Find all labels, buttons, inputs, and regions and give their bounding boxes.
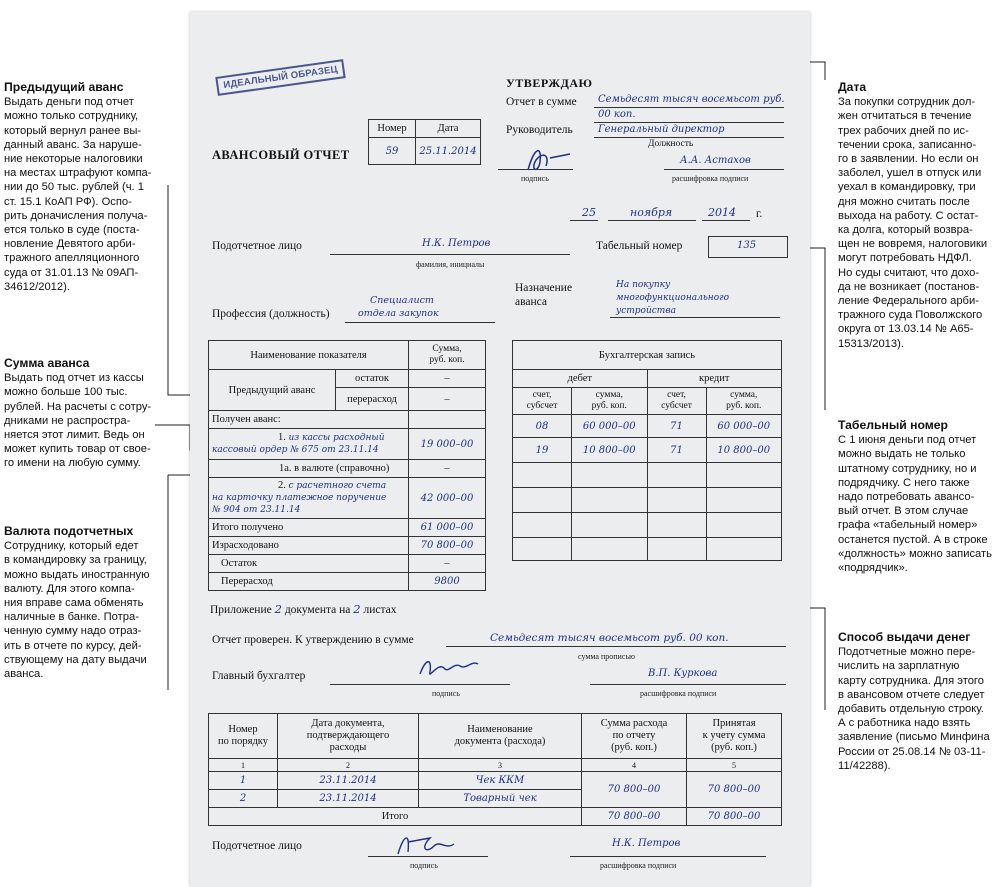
row-1-sum: 19 000–00 bbox=[409, 429, 486, 460]
report-sum-label: Отчет в сумме bbox=[506, 96, 577, 108]
position-caption: Должность bbox=[648, 139, 694, 149]
col-index: 1 bbox=[209, 759, 278, 772]
note-line: За покупки сотрудник дол- bbox=[838, 96, 976, 109]
checked-value: Семьдесят тысяч восемьсот руб. 00 коп. bbox=[490, 632, 729, 644]
note-line: новление Девятого арби- bbox=[4, 238, 136, 251]
note-line: рублей. На расчеты с сотру- bbox=[4, 400, 152, 413]
table-row bbox=[209, 772, 782, 790]
attach-count-docs: 2 bbox=[274, 602, 282, 616]
note-line: ется только в суде (поста- bbox=[4, 224, 140, 237]
note-title: Валюта подотчетных bbox=[4, 524, 134, 538]
acc-1: счет, bbox=[532, 390, 552, 400]
overspend-value: – bbox=[409, 388, 486, 411]
note-line: дниками не распростра- bbox=[4, 414, 131, 427]
head-name: А.А. Астахов bbox=[680, 155, 751, 166]
col-doc-date bbox=[278, 714, 419, 759]
credit-sum-header bbox=[706, 388, 782, 415]
h2-3: расходы bbox=[329, 742, 367, 753]
note-line: рить доначисления получа- bbox=[4, 209, 148, 222]
note-advance-sum bbox=[4, 356, 166, 471]
head-position: Генеральный директор bbox=[598, 124, 725, 135]
row-2-line-3: № 904 от 23.11.14 bbox=[212, 505, 301, 515]
col-header-sum bbox=[409, 341, 486, 370]
note-line: Выдать под отчет из кассы bbox=[4, 372, 144, 385]
note-line: ствующему на дату выдачи bbox=[4, 653, 147, 666]
note-line: «должность» можно записать bbox=[838, 547, 992, 560]
remain-value: – bbox=[409, 555, 486, 573]
debit-sum-header bbox=[572, 388, 648, 415]
remain-label: Остаток bbox=[209, 555, 409, 573]
total-expense-sum: 70 800–00 bbox=[582, 808, 687, 826]
note-line: 11/42288). bbox=[838, 759, 891, 772]
note-line: течении срока, записанно- bbox=[838, 138, 977, 151]
row-2-line-2: на карточку платежное поручение bbox=[212, 493, 387, 503]
h4-1: Сумма расхода bbox=[600, 718, 668, 729]
note-line: в авансовом отчете следует bbox=[838, 688, 985, 701]
expense-documents-table bbox=[208, 713, 782, 826]
col-header-sum-2: руб. коп. bbox=[429, 355, 465, 365]
purpose-label-1: Назначение bbox=[515, 282, 573, 294]
note-line: Но суды считают, что дохо- bbox=[838, 266, 980, 279]
prev-advance-label: Предыдущий аванс bbox=[209, 370, 336, 411]
note-tab-number bbox=[838, 418, 998, 575]
table-row bbox=[513, 415, 782, 438]
table-row bbox=[513, 463, 782, 488]
row-number: 2. bbox=[278, 480, 286, 491]
report-date: 25.11.2014 bbox=[416, 138, 481, 165]
note-line: можно только сотруднику, bbox=[4, 110, 139, 123]
acc-1: счет, bbox=[667, 390, 686, 400]
h4-2: по отчету bbox=[612, 730, 656, 741]
note-line: аванса. bbox=[4, 668, 44, 681]
director-signature-icon bbox=[520, 140, 580, 180]
note-line: ния вправе сама обменять bbox=[4, 597, 144, 610]
received-row-2 bbox=[209, 478, 409, 519]
credit-account: 71 bbox=[647, 415, 706, 438]
debit-sum: 60 000–00 bbox=[572, 415, 648, 438]
underline bbox=[345, 322, 495, 323]
note-currency bbox=[4, 524, 166, 681]
attach-count-sheets: 2 bbox=[353, 602, 361, 616]
note-line: ить в отчете по курсу, дей- bbox=[4, 639, 142, 652]
year-suffix: г. bbox=[756, 208, 763, 220]
debit-sum: 10 800–00 bbox=[572, 438, 648, 463]
accounting-entry-table bbox=[512, 340, 782, 561]
note-line: можно больше 100 тыс. bbox=[4, 386, 128, 399]
underline bbox=[446, 646, 786, 647]
credit-account: 71 bbox=[647, 438, 706, 463]
note-title: Способ выдачи денег bbox=[838, 630, 971, 644]
h2-1: Дата документа, bbox=[311, 718, 385, 729]
remainder-label: остаток bbox=[336, 370, 409, 388]
received-value bbox=[409, 411, 486, 429]
sum-1: сумма, bbox=[730, 390, 758, 400]
note-title: Дата bbox=[838, 80, 867, 94]
note-line: суда от 31.01.13 № 09АП- bbox=[4, 266, 139, 279]
underline bbox=[330, 684, 510, 685]
col-doc-name bbox=[419, 714, 582, 759]
note-line: Сотруднику, который едет bbox=[4, 540, 139, 553]
table-row bbox=[513, 438, 782, 463]
total-received-label: Итого получено bbox=[209, 519, 409, 537]
received-row-1 bbox=[209, 429, 409, 460]
sum-2: руб. коп. bbox=[591, 401, 627, 411]
currency-row-label: 1а. в валюте (справочно) bbox=[209, 460, 409, 478]
credit-sum: 10 800–00 bbox=[706, 438, 782, 463]
signature-caption: подпись bbox=[432, 689, 460, 698]
note-line: числить на зарплатную bbox=[838, 660, 960, 673]
debit-account: 08 bbox=[513, 415, 572, 438]
underline bbox=[702, 220, 750, 221]
chief-signature-icon bbox=[414, 652, 484, 684]
note-line: может купить товар от свое- bbox=[4, 443, 151, 456]
note-title: Сумма аванса bbox=[4, 356, 90, 370]
attach-text-3: листах bbox=[363, 604, 397, 616]
note-line: данный аванс. За наруше- bbox=[4, 138, 142, 151]
expense-sum-merged: 70 800–00 bbox=[582, 772, 687, 808]
number-header: Номер bbox=[369, 120, 416, 138]
purpose-value-1: На покупку bbox=[616, 280, 671, 290]
note-line: щен не вовремя, налоговики bbox=[838, 238, 988, 251]
row-2-sum: 42 000–00 bbox=[409, 478, 486, 519]
chief-accountant-name: В.П. Куркова bbox=[648, 668, 718, 679]
col-accepted-sum bbox=[687, 714, 782, 759]
note-line: ление Федерального арби- bbox=[838, 295, 979, 308]
note-line: можно выдать не только bbox=[838, 448, 966, 461]
col-index: 4 bbox=[582, 759, 687, 772]
tab-number-label: Табельный номер bbox=[596, 240, 683, 252]
col-index: 2 bbox=[278, 759, 419, 772]
approve-heading: УТВЕРЖДАЮ bbox=[506, 76, 593, 90]
col-expense-sum bbox=[582, 714, 687, 759]
head-label: Руководитель bbox=[506, 124, 573, 136]
note-line: добавить отдельную строку. bbox=[838, 703, 984, 716]
note-line: 34612/2012). bbox=[4, 280, 70, 293]
checked-label: Отчет проверен. К утверждению в сумме bbox=[212, 634, 414, 646]
note-title: Табельный номер bbox=[838, 418, 948, 432]
note-line: няется этот лимит. Ведь он bbox=[4, 429, 145, 442]
row-2-line-1: с расчетного счета bbox=[288, 481, 387, 491]
note-line: заявление (письмо Минфина bbox=[838, 731, 990, 744]
purpose-value-3: устройства bbox=[616, 306, 676, 316]
row-1-line-2: кассовый ордер № 675 от 23.11.14 bbox=[212, 445, 379, 455]
underline bbox=[610, 317, 780, 318]
note-line: подрядчику. С него также bbox=[838, 476, 970, 489]
note-line: валюту. Для этого компа- bbox=[4, 582, 135, 595]
note-line: можно выдать иностранную bbox=[4, 568, 150, 581]
note-line: Подотчетные можно пере- bbox=[838, 646, 976, 659]
note-line: на местах штрафуют компа- bbox=[4, 167, 152, 180]
advance-summary-table bbox=[208, 340, 486, 591]
received-label: Получен аванс: bbox=[209, 411, 409, 429]
note-title: Предыдущий аванс bbox=[4, 80, 124, 94]
accountable-label: Подотчетное лицо bbox=[212, 240, 302, 252]
col-number bbox=[209, 714, 278, 759]
note-line: Выдать деньги под отчет bbox=[4, 96, 134, 109]
h5-3: (руб. коп.) bbox=[711, 742, 757, 753]
underline bbox=[330, 254, 570, 255]
debit-account: 19 bbox=[513, 438, 572, 463]
tab-number-value: 135 bbox=[737, 240, 757, 251]
spent-label: Израсходовано bbox=[209, 537, 409, 555]
row-doc-name: Товарный чек bbox=[419, 790, 582, 808]
note-line: «подрядчик». bbox=[838, 562, 908, 575]
note-line: карту сотрудника. Для этого bbox=[838, 674, 984, 687]
note-line: ст. 15.1 КоАП РФ). Оспо- bbox=[4, 195, 132, 208]
col-index: 3 bbox=[419, 759, 582, 772]
col-header-name: Наименование показателя bbox=[209, 341, 409, 370]
note-line: го в заявлении. Но если он bbox=[838, 153, 979, 166]
note-line: ченную сумму надо отраз- bbox=[4, 625, 142, 638]
attachments-line bbox=[210, 602, 397, 616]
note-line: 15313/2013). bbox=[838, 337, 904, 350]
underline bbox=[608, 220, 696, 221]
note-line: тражного апелляционного bbox=[4, 252, 140, 265]
note-line: жен отчитаться в течение bbox=[838, 110, 972, 123]
h1-1: Номер bbox=[228, 724, 258, 735]
purpose-label-2: аванса bbox=[515, 296, 547, 308]
spent-value: 70 800–00 bbox=[409, 537, 486, 555]
col-header-sum-1: Сумма, bbox=[432, 344, 462, 354]
note-line: наличные в банке. Потра- bbox=[4, 611, 139, 624]
note-line: дня можно считать после bbox=[838, 195, 970, 208]
overspend-label: перерасход bbox=[336, 388, 409, 411]
currency-row-value: – bbox=[409, 460, 486, 478]
row-date: 23.11.2014 bbox=[278, 790, 419, 808]
note-line: нии до 50 тыс. рублей (ч. 1 bbox=[4, 181, 144, 194]
note-date bbox=[838, 80, 998, 351]
col-index: 5 bbox=[687, 759, 782, 772]
note-line: ка долга, который возвра- bbox=[838, 224, 973, 237]
note-line: в командировку за границу, bbox=[4, 554, 147, 567]
overrun-value: 9800 bbox=[409, 573, 486, 591]
date-header: Дата bbox=[416, 120, 481, 138]
note-line: России от 25.08.14 № 03-11- bbox=[838, 745, 986, 758]
note-line: штатному сотруднику, но и bbox=[838, 462, 977, 475]
table-row bbox=[513, 513, 782, 538]
report-day: 25 bbox=[582, 206, 596, 219]
overrun-label: Перерасход bbox=[209, 573, 409, 591]
advance-report-sheet bbox=[190, 12, 810, 887]
note-line: да не возникает (постанов- bbox=[838, 280, 980, 293]
report-number: 59 bbox=[369, 138, 416, 165]
bottom-accountable-name: Н.К. Петров bbox=[612, 838, 681, 849]
row-number: 1. bbox=[278, 432, 286, 443]
underline bbox=[594, 137, 784, 138]
h3-1: Наименование bbox=[467, 724, 533, 735]
number-date-table bbox=[368, 119, 481, 165]
note-line: тражного суда Поволжского bbox=[838, 309, 983, 322]
attach-text-2: документа на bbox=[284, 604, 351, 616]
note-line: могут потребовать НДФЛ. bbox=[838, 252, 972, 265]
debit-header: дебет bbox=[513, 370, 648, 388]
accountable-name: Н.К. Петров bbox=[422, 238, 491, 249]
decoding-caption: расшифровка подписи bbox=[672, 174, 749, 183]
note-line: вый отчет. В этом случае bbox=[838, 505, 969, 518]
underline bbox=[590, 684, 786, 685]
total-received-value: 61 000–00 bbox=[409, 519, 486, 537]
note-line: С 1 июня деньги под отчет bbox=[838, 434, 977, 447]
row-date: 23.11.2014 bbox=[278, 772, 419, 790]
report-sum-value-2: 00 коп. bbox=[598, 109, 636, 120]
row-doc-name: Чек ККМ bbox=[419, 772, 582, 790]
table-row bbox=[513, 488, 782, 513]
report-sum-value-1: Семьдесят тысяч восемьсот руб. bbox=[598, 94, 785, 105]
note-line: округа от 13.03.14 № А65- bbox=[838, 323, 974, 336]
note-line: надо потребовать авансо- bbox=[838, 491, 975, 504]
sum-2: руб. коп. bbox=[726, 401, 762, 411]
underline bbox=[570, 220, 598, 221]
accepted-sum-merged: 70 800–00 bbox=[687, 772, 782, 808]
words-caption: сумма прописью bbox=[578, 652, 635, 661]
note-line: выхода на работу. С остат- bbox=[838, 209, 979, 222]
row-1-line-1: из кассы расходный bbox=[288, 433, 385, 443]
h5-2: к учету сумма bbox=[702, 730, 766, 741]
note-line: трех рабочих дней по ис- bbox=[838, 124, 969, 137]
h3-2: документа (расхода) bbox=[454, 736, 546, 747]
attach-text-1: Приложение bbox=[210, 604, 272, 616]
underline bbox=[594, 122, 784, 123]
row-num: 1 bbox=[209, 772, 278, 790]
remainder-value: – bbox=[409, 370, 486, 388]
underline bbox=[594, 107, 784, 108]
credit-sum: 60 000–00 bbox=[706, 415, 782, 438]
note-line: го имени на любую сумму. bbox=[4, 457, 141, 470]
credit-account-header bbox=[647, 388, 706, 415]
tab-number-box bbox=[708, 236, 788, 258]
sample-stamp: ИДЕАЛЬНЫЙ ОБРАЗЕЦ bbox=[215, 59, 346, 96]
profession-value-2: отдела закупок bbox=[358, 308, 439, 319]
fio-caption: фамилия, инициалы bbox=[416, 260, 485, 269]
purpose-value-2: многофункционального bbox=[616, 293, 730, 303]
total-label: Итого bbox=[209, 808, 582, 826]
profession-label: Профессия (должность) bbox=[212, 308, 330, 320]
underline bbox=[368, 856, 488, 857]
note-line: уехал в командировку, три bbox=[838, 181, 976, 194]
sum-1: сумма, bbox=[595, 390, 623, 400]
bottom-accountable-label: Подотчетное лицо bbox=[212, 840, 302, 852]
note-line: графа «табельный номер» bbox=[838, 519, 978, 532]
acc-2: субсчет bbox=[661, 401, 692, 411]
note-prev-advance bbox=[4, 80, 166, 294]
note-payment-method bbox=[838, 630, 998, 773]
acc-2: субсчет bbox=[526, 401, 558, 411]
decoding-caption: расшифровка подписи bbox=[600, 861, 677, 870]
h4-3: (руб. коп.) bbox=[611, 742, 657, 753]
underline bbox=[570, 856, 766, 857]
signature-caption: подпись bbox=[410, 861, 438, 870]
report-year: 2014 bbox=[708, 206, 736, 219]
note-line: который вернул ранее вы- bbox=[4, 124, 142, 137]
report-month: ноября bbox=[630, 206, 673, 219]
row-num: 2 bbox=[209, 790, 278, 808]
accounting-title: Бухгалтерская запись bbox=[513, 341, 782, 370]
decoding-caption: расшифровка подписи bbox=[640, 689, 717, 698]
chief-accountant-label: Главный бухгалтер bbox=[212, 670, 306, 682]
note-line: А с работника надо взять bbox=[838, 717, 971, 730]
total-accepted-sum: 70 800–00 bbox=[687, 808, 782, 826]
profession-value-1: Специалист bbox=[370, 295, 434, 306]
document-title: АВАНСОВЫЙ ОТЧЕТ bbox=[212, 148, 350, 162]
debit-account-header bbox=[513, 388, 572, 415]
table-row bbox=[513, 538, 782, 561]
h5-1: Принятая bbox=[712, 718, 756, 729]
credit-header: кредит bbox=[647, 370, 782, 388]
note-line: останется пустой. А в строке bbox=[838, 533, 988, 546]
note-line: заболел, ушел в отпуск или bbox=[838, 167, 982, 180]
underline bbox=[664, 169, 784, 170]
h2-2: подтверждающего bbox=[306, 730, 390, 741]
note-line: ние некоторые налоговики bbox=[4, 153, 143, 166]
signature-caption: подпись bbox=[521, 174, 549, 183]
h1-2: по порядку bbox=[218, 736, 268, 747]
